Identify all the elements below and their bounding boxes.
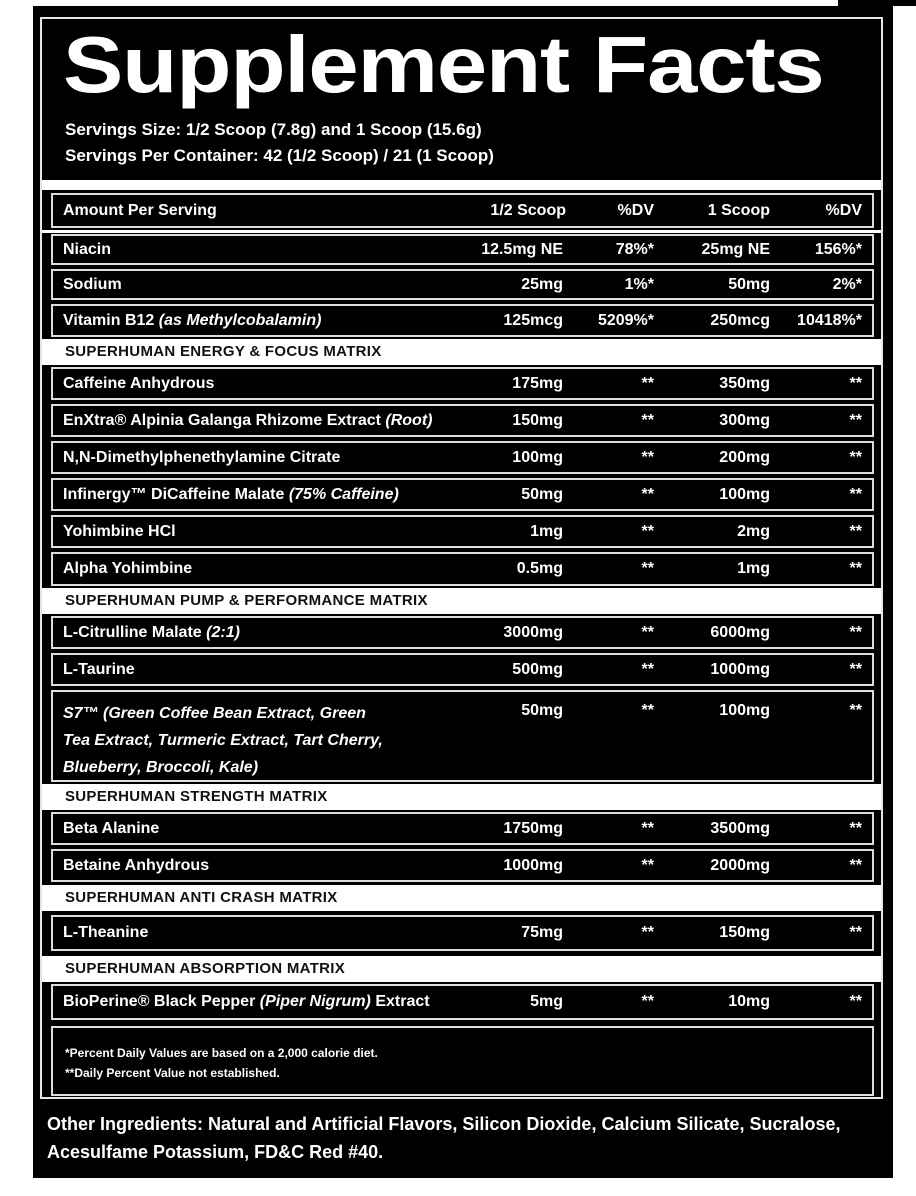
header-one-scoop: 1 Scoop [707, 201, 770, 219]
ingredient-row [51, 441, 874, 474]
ingredient-qualifier: (75% Caffeine) [288, 485, 399, 503]
half-scoop-dv: ** [641, 411, 654, 429]
half-scoop-dv: 78%* [615, 240, 654, 258]
ingredient-row [51, 915, 874, 951]
supplement-facts-panel [33, 6, 893, 1178]
ingredient-row [51, 984, 874, 1020]
separator [42, 230, 881, 233]
one-scoop-dv: 10418%* [797, 311, 862, 329]
ingredient-name: BioPerine® Black Pepper [63, 993, 256, 1010]
half-scoop-amount: 1750mg [503, 819, 563, 837]
one-scoop-dv: ** [849, 924, 862, 941]
nutrient-row-vitamin-b12 [51, 304, 874, 337]
ingredient-name: Beta Alanine [63, 819, 160, 837]
header-dv2: %DV [825, 201, 862, 219]
ingredient-name: Caffeine Anhydrous [63, 374, 215, 392]
header-amount: Amount Per Serving [63, 201, 217, 219]
half-scoop-amount: 1000mg [503, 856, 563, 874]
ingredient-row [51, 367, 874, 400]
header-dv1: %DV [617, 201, 654, 219]
nutrient-name-group [63, 312, 321, 330]
s7-description [63, 700, 383, 781]
serving-size: Servings Size: 1/2 Scoop (7.8g) and 1 Scoop (15.6g) [65, 120, 482, 139]
ingredient-name: Betaine Anhydrous [63, 856, 210, 874]
one-scoop-dv: ** [849, 660, 862, 678]
one-scoop-amount: 1mg [737, 560, 770, 577]
one-scoop-amount: 1000mg [710, 660, 770, 678]
nutrient-qualifier: (as Methylcobalamin) [158, 311, 322, 329]
section-header-energy: SUPERHUMAN ENERGY & FOCUS MATRIX [42, 339, 881, 365]
half-scoop-dv: ** [641, 660, 654, 678]
ingredient-name: Infinergy™ DiCaffeine Malate [63, 485, 285, 503]
half-scoop-dv: ** [641, 522, 654, 540]
half-scoop-dv: ** [641, 924, 654, 941]
ingredient-name: L-Citrulline Malate [63, 623, 202, 641]
one-scoop-dv: ** [849, 623, 862, 641]
ingredient-suffix: Extract [375, 993, 430, 1010]
footnote-dv: *Percent Daily Values are based on a 2,000 calorie diet. [65, 1046, 378, 1060]
section-header-absorption: SUPERHUMAN ABSORPTION MATRIX [42, 956, 881, 982]
one-scoop-amount: 300mg [719, 411, 770, 429]
nutrient-name: Vitamin B12 [63, 311, 155, 329]
footnote-box [51, 1026, 874, 1096]
ingredient-name: L-Taurine [63, 660, 135, 678]
half-scoop-amount: 5mg [530, 993, 563, 1010]
nutrient-name: Sodium [63, 275, 122, 293]
ingredient-row [51, 849, 874, 882]
one-scoop-amount: 6000mg [710, 623, 770, 641]
ingredient-name-group [63, 624, 240, 642]
s7-line-2: Tea Extract, Turmeric Extract, Tart Cherry, [63, 732, 383, 749]
ingredient-name-group [63, 486, 399, 504]
ingredient-name: Alpha Yohimbine [63, 560, 193, 577]
one-scoop-amount: 250mcg [710, 311, 770, 329]
one-scoop-amount: 2mg [737, 522, 770, 540]
ingredient-name: Yohimbine HCl [63, 522, 176, 540]
thick-separator [42, 180, 881, 190]
half-scoop-amount: 500mg [512, 660, 563, 678]
one-scoop-dv: ** [849, 411, 862, 429]
ingredient-name: N,N-Dimethylphenethylamine Citrate [63, 448, 341, 466]
half-scoop-amount: 0.5mg [516, 560, 563, 577]
header-half-scoop: 1/2 Scoop [490, 201, 566, 219]
ingredient-row [51, 653, 874, 686]
half-scoop-amount: 50mg [521, 485, 563, 503]
half-scoop-dv: 5209%* [597, 311, 654, 329]
half-scoop-dv: ** [641, 993, 654, 1010]
half-scoop-amount: 1mg [530, 522, 563, 540]
ingredient-row [51, 812, 874, 845]
one-scoop-amount: 2000mg [710, 856, 770, 874]
ingredient-name: EnXtra® Alpinia Galanga Rhizome Extract [63, 411, 381, 429]
half-scoop-amount: 12.5mg NE [481, 240, 563, 258]
half-scoop-amount: 50mg [521, 702, 563, 719]
half-scoop-amount: 175mg [512, 374, 563, 392]
half-scoop-amount: 100mg [512, 448, 563, 466]
ingredient-qualifier: (2:1) [206, 623, 240, 641]
half-scoop-dv: ** [641, 856, 654, 874]
one-scoop-amount: 10mg [728, 993, 770, 1010]
ingredient-row [51, 515, 874, 548]
ingredient-row [51, 616, 874, 649]
ingredient-row [51, 552, 874, 586]
half-scoop-dv: ** [641, 819, 654, 837]
half-scoop-amount: 25mg [521, 275, 563, 293]
one-scoop-amount: 3500mg [710, 819, 770, 837]
one-scoop-amount: 25mg NE [701, 240, 770, 258]
half-scoop-dv: ** [641, 623, 654, 641]
other-ingredients: Other Ingredients: Natural and Artificial Flavors, Silicon Dioxide, Calcium Silicate, Sucralose, Acesulfame Potassium, FD&C Red #40. [47, 1114, 841, 1162]
half-scoop-dv: ** [641, 702, 654, 719]
ingredient-name-group [63, 993, 430, 1011]
ingredient-qualifier: (Piper Nigrum) [259, 993, 371, 1010]
panel-title: Supplement Facts [63, 20, 824, 109]
one-scoop-amount: 100mg [719, 702, 770, 719]
one-scoop-amount: 350mg [719, 374, 770, 392]
one-scoop-dv: ** [849, 374, 862, 392]
section-header-strength: SUPERHUMAN STRENGTH MATRIX [42, 784, 881, 810]
half-scoop-dv: ** [641, 374, 654, 392]
ingredient-name-group [63, 412, 432, 430]
half-scoop-dv: ** [641, 560, 654, 577]
ingredient-row [51, 404, 874, 437]
one-scoop-dv: ** [849, 522, 862, 540]
ingredient-qualifier: (Root) [385, 411, 433, 429]
nutrient-name: Niacin [63, 240, 112, 258]
ingredient-row [51, 478, 874, 511]
half-scoop-amount: 125mcg [503, 311, 563, 329]
half-scoop-dv: ** [641, 448, 654, 466]
one-scoop-amount: 150mg [719, 924, 770, 941]
column-header-row [51, 193, 874, 228]
one-scoop-dv: ** [849, 993, 862, 1010]
section-header-pump: SUPERHUMAN PUMP & PERFORMANCE MATRIX [42, 588, 881, 614]
one-scoop-dv: ** [849, 819, 862, 837]
nutrient-row-niacin [51, 234, 874, 265]
one-scoop-dv: ** [849, 702, 862, 719]
ingredient-row-s7 [51, 690, 874, 782]
one-scoop-dv: ** [849, 560, 862, 577]
ingredient-name: L-Theanine [63, 924, 149, 941]
one-scoop-dv: 156%* [814, 240, 862, 258]
half-scoop-amount: 3000mg [503, 623, 563, 641]
footnote-not-established: **Daily Percent Value not established. [65, 1066, 280, 1080]
half-scoop-dv: ** [641, 485, 654, 503]
one-scoop-amount: 100mg [719, 485, 770, 503]
nutrient-row-sodium [51, 269, 874, 300]
one-scoop-amount: 200mg [719, 448, 770, 466]
one-scoop-dv: ** [849, 485, 862, 503]
servings-per-container: Servings Per Container: 42 (1/2 Scoop) / 21 (1 Scoop) [65, 146, 494, 165]
half-scoop-amount: 150mg [512, 411, 563, 429]
s7-line-1: S7™ (Green Coffee Bean Extract, Green [63, 705, 366, 722]
one-scoop-amount: 50mg [728, 275, 770, 293]
half-scoop-dv: 1%* [624, 275, 654, 293]
one-scoop-dv: ** [849, 448, 862, 466]
section-header-anticrash: SUPERHUMAN ANTI CRASH MATRIX [42, 885, 881, 911]
s7-line-3: Blueberry, Broccoli, Kale) [63, 759, 259, 776]
half-scoop-amount: 75mg [521, 924, 563, 941]
one-scoop-dv: 2%* [832, 275, 862, 293]
one-scoop-dv: ** [849, 856, 862, 874]
